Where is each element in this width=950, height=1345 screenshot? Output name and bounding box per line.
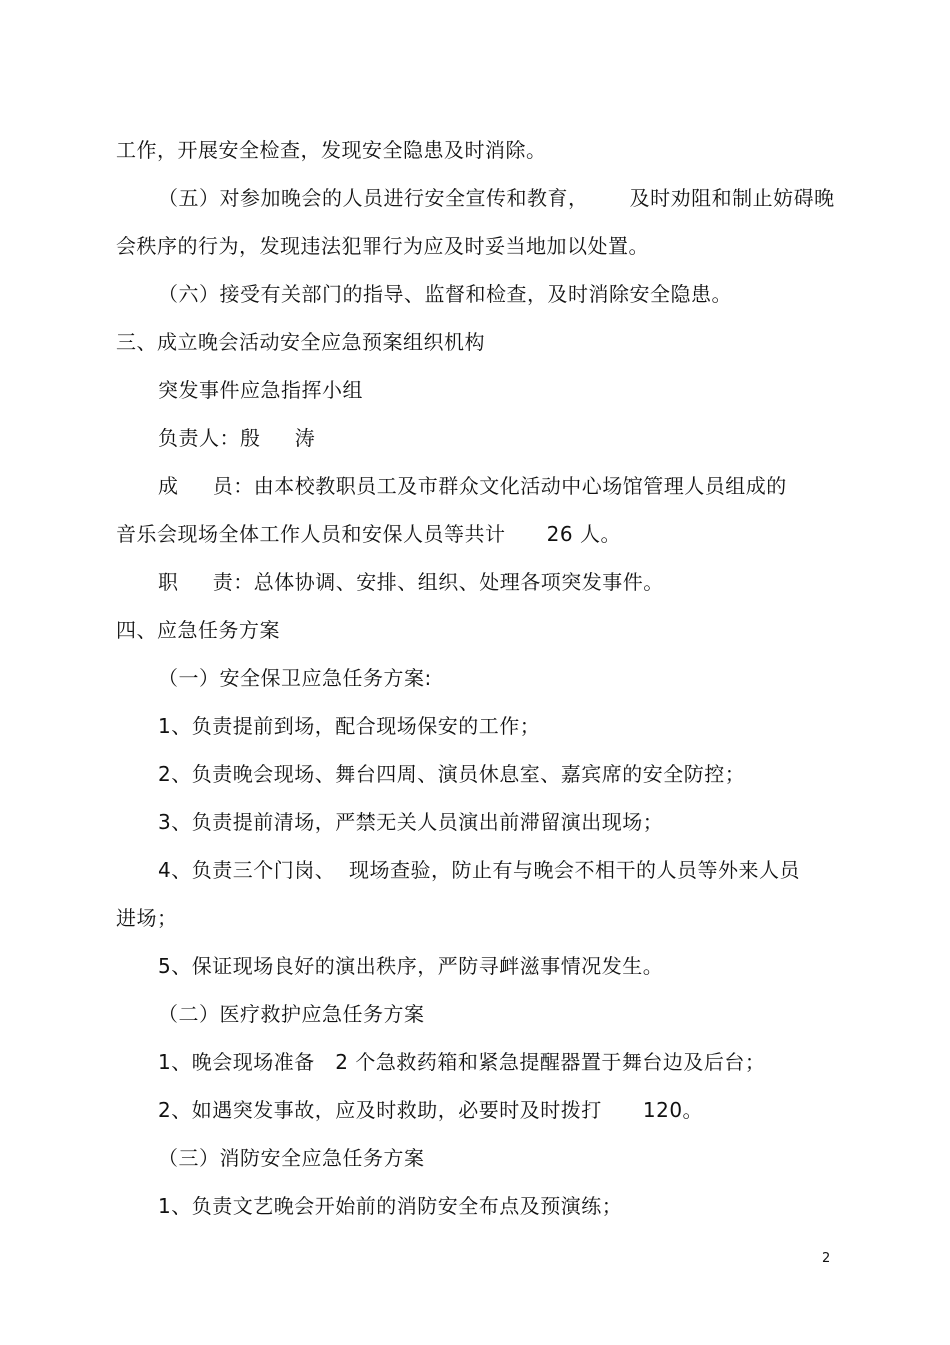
text-line: 会秩序的行为，发现违法犯罪行为应及时妥当地加以处置。 bbox=[116, 234, 649, 258]
text-line: （六）接受有关部门的指导、监督和检查，及时消除安全隐患。 bbox=[158, 282, 732, 306]
text-line: 突发事件应急指挥小组 bbox=[158, 378, 363, 402]
list-item: 3、负责提前清场，严禁无关人员演出前滞留演出现场； bbox=[158, 810, 664, 834]
section-heading: 三、成立晚会活动安全应急预案组织机构 bbox=[116, 330, 485, 354]
text-line: （五）对参加晚会的人员进行安全宣传和教育， 及时劝阻和制止妨碍晚 bbox=[158, 186, 835, 210]
list-item: 2、如遇突发事故，应及时救助，必要时及时拨打 120。 bbox=[158, 1098, 704, 1122]
subsection-heading: （三）消防安全应急任务方案 bbox=[158, 1146, 425, 1170]
text-line: 音乐会现场全体工作人员和安保人员等共计 26 人。 bbox=[116, 522, 621, 546]
list-item: 2、负责晚会现场、舞台四周、演员休息室、嘉宾席的安全防控； bbox=[158, 762, 746, 786]
text-line: 成 员：由本校教职员工及市群众文化活动中心场馆管理人员组成的 bbox=[158, 474, 787, 498]
list-item: 1、晚会现场准备 2 个急救药箱和紧急提醒器置于舞台边及后台； bbox=[158, 1050, 766, 1074]
list-item: 1、负责提前到场，配合现场保安的工作； bbox=[158, 714, 541, 738]
list-item: 1、负责文艺晚会开始前的消防安全布点及预演练； bbox=[158, 1194, 623, 1218]
subsection-heading: （一）安全保卫应急任务方案: bbox=[158, 666, 432, 690]
text-line: 负责人：殷 涛 bbox=[158, 426, 316, 450]
subsection-heading: （二）医疗救护应急任务方案 bbox=[158, 1002, 425, 1026]
text-line: 职 责：总体协调、安排、组织、处理各项突发事件。 bbox=[158, 570, 664, 594]
page-number: 2 bbox=[822, 1251, 831, 1266]
list-item: 4、负责三个门岗、 现场查验，防止有与晚会不相干的人员等外来人员 bbox=[158, 858, 800, 882]
text-line: 进场； bbox=[116, 906, 178, 930]
list-item: 5、保证现场良好的演出秩序，严防寻衅滋事情况发生。 bbox=[158, 954, 664, 978]
text-line: 工作，开展安全检查，发现安全隐患及时消除。 bbox=[116, 138, 547, 162]
section-heading: 四、应急任务方案 bbox=[116, 618, 280, 642]
